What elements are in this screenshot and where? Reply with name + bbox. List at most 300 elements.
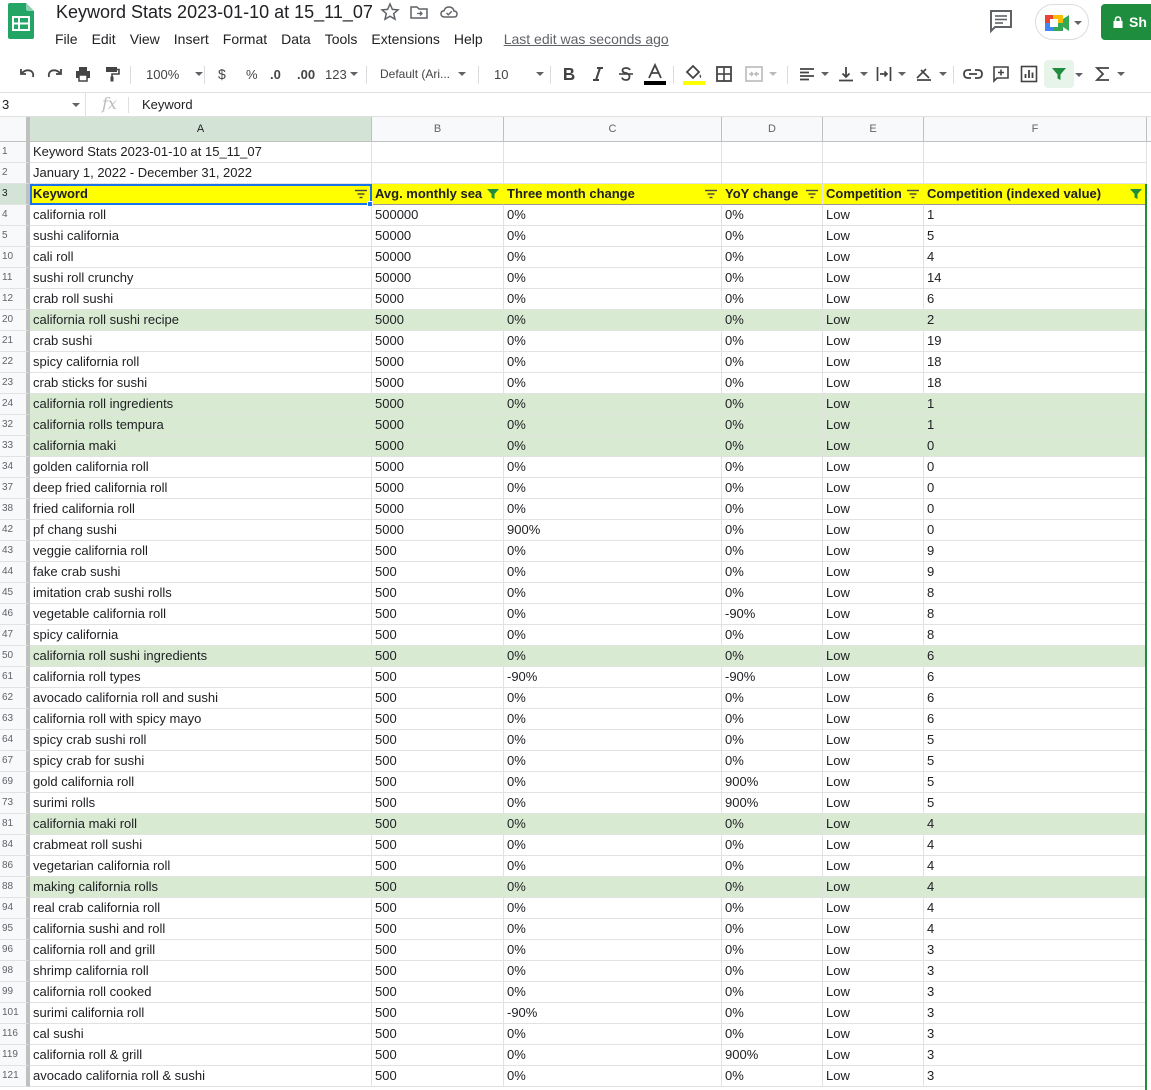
- cell[interactable]: [30, 1045, 372, 1066]
- row-number[interactable]: 21: [0, 331, 30, 352]
- cell[interactable]: [924, 436, 1147, 457]
- cell[interactable]: [924, 1045, 1147, 1066]
- text-rotation-button[interactable]: [915, 62, 947, 86]
- row-number[interactable]: 116: [0, 1024, 30, 1045]
- cell[interactable]: [924, 583, 1147, 604]
- column-header-b[interactable]: B: [372, 117, 504, 141]
- row-number[interactable]: 73: [0, 793, 30, 814]
- cell[interactable]: [372, 772, 504, 793]
- cell[interactable]: [823, 898, 924, 919]
- cell[interactable]: [372, 394, 504, 415]
- row-number[interactable]: 121: [0, 1066, 30, 1087]
- cell[interactable]: [504, 436, 722, 457]
- cell[interactable]: [924, 982, 1147, 1003]
- row-number[interactable]: 2: [0, 163, 30, 184]
- bold-button[interactable]: [562, 62, 576, 86]
- cell[interactable]: [722, 1045, 823, 1066]
- cell[interactable]: [504, 1003, 722, 1024]
- menu-format[interactable]: Format: [222, 31, 268, 47]
- cell[interactable]: [924, 877, 1147, 898]
- cell[interactable]: [372, 268, 504, 289]
- cell[interactable]: [722, 667, 823, 688]
- column-header-d[interactable]: D: [722, 117, 823, 141]
- cell[interactable]: [823, 856, 924, 877]
- cell[interactable]: [823, 352, 924, 373]
- row-number[interactable]: 86: [0, 856, 30, 877]
- cell[interactable]: [924, 331, 1147, 352]
- comment-history-icon[interactable]: [988, 8, 1014, 34]
- cell[interactable]: [504, 604, 722, 625]
- cell[interactable]: [30, 877, 372, 898]
- cell[interactable]: [924, 541, 1147, 562]
- sheets-logo-icon[interactable]: [8, 3, 34, 39]
- cell[interactable]: [504, 247, 722, 268]
- header-cell[interactable]: [372, 184, 504, 205]
- row-number[interactable]: 88: [0, 877, 30, 898]
- menu-tools[interactable]: Tools: [324, 31, 358, 47]
- cell[interactable]: [372, 793, 504, 814]
- row-number[interactable]: 99: [0, 982, 30, 1003]
- cell[interactable]: [823, 205, 924, 226]
- cell[interactable]: [504, 268, 722, 289]
- row-number[interactable]: 45: [0, 583, 30, 604]
- cell[interactable]: [30, 667, 372, 688]
- increase-decimal-button[interactable]: [297, 62, 315, 86]
- cell[interactable]: [823, 331, 924, 352]
- cell[interactable]: [924, 919, 1147, 940]
- sheet-grid[interactable]: [0, 142, 1151, 1090]
- cell[interactable]: [924, 835, 1147, 856]
- cell[interactable]: [823, 1066, 924, 1087]
- cell[interactable]: [30, 814, 372, 835]
- cell[interactable]: [504, 814, 722, 835]
- row-number[interactable]: 4: [0, 205, 30, 226]
- cell[interactable]: [722, 793, 823, 814]
- meet-button[interactable]: [1035, 4, 1089, 40]
- filter-caret-icon[interactable]: [1075, 73, 1083, 77]
- vertical-align-button[interactable]: [838, 62, 868, 86]
- cell[interactable]: [823, 730, 924, 751]
- text-wrapping-button[interactable]: [876, 62, 906, 86]
- cell[interactable]: [504, 310, 722, 331]
- cell[interactable]: [504, 226, 722, 247]
- cell[interactable]: [372, 646, 504, 667]
- cell[interactable]: [504, 373, 722, 394]
- strikethrough-button[interactable]: [618, 62, 634, 86]
- cell[interactable]: [823, 940, 924, 961]
- cell[interactable]: [924, 688, 1147, 709]
- cell[interactable]: [30, 709, 372, 730]
- document-title[interactable]: Keyword Stats 2023-01-10 at 15_11_07: [56, 2, 373, 22]
- more-formats-button[interactable]: [325, 62, 358, 86]
- fill-color-button[interactable]: [683, 62, 705, 86]
- cell[interactable]: [504, 940, 722, 961]
- cell[interactable]: [722, 436, 823, 457]
- filter-menu-icon[interactable]: [355, 189, 367, 199]
- cell[interactable]: [823, 541, 924, 562]
- cell[interactable]: [30, 394, 372, 415]
- row-number[interactable]: 34: [0, 457, 30, 478]
- cell[interactable]: [823, 394, 924, 415]
- cell[interactable]: [823, 604, 924, 625]
- cell[interactable]: [722, 1066, 823, 1087]
- cell[interactable]: [722, 247, 823, 268]
- menu-data[interactable]: Data: [281, 31, 311, 47]
- filter-menu-icon[interactable]: [806, 189, 818, 199]
- cell[interactable]: [30, 226, 372, 247]
- cell[interactable]: [722, 478, 823, 499]
- cell[interactable]: [722, 709, 823, 730]
- column-header-f[interactable]: F: [924, 117, 1147, 141]
- cell[interactable]: [924, 751, 1147, 772]
- row-number[interactable]: 3: [0, 184, 30, 205]
- row-number[interactable]: 22: [0, 352, 30, 373]
- cell[interactable]: [924, 247, 1147, 268]
- cell[interactable]: [372, 667, 504, 688]
- cell[interactable]: [504, 772, 722, 793]
- cell[interactable]: [924, 457, 1147, 478]
- cell[interactable]: [722, 331, 823, 352]
- filter-active-icon[interactable]: [1130, 189, 1142, 199]
- cell[interactable]: [30, 793, 372, 814]
- cell[interactable]: [722, 919, 823, 940]
- cell[interactable]: [924, 814, 1147, 835]
- paint-format-button[interactable]: [103, 62, 121, 86]
- cell[interactable]: [30, 772, 372, 793]
- italic-button[interactable]: [591, 62, 605, 86]
- cell[interactable]: [823, 457, 924, 478]
- column-header-e[interactable]: E: [823, 117, 924, 141]
- cell[interactable]: [924, 352, 1147, 373]
- cell[interactable]: [823, 982, 924, 1003]
- last-edit-link[interactable]: Last edit was seconds ago: [503, 31, 669, 47]
- cell[interactable]: [30, 415, 372, 436]
- cell[interactable]: [504, 478, 722, 499]
- cell[interactable]: [372, 625, 504, 646]
- cell[interactable]: [722, 415, 823, 436]
- row-number[interactable]: 98: [0, 961, 30, 982]
- cell[interactable]: [30, 1024, 372, 1045]
- cell[interactable]: [30, 541, 372, 562]
- cell[interactable]: [504, 1045, 722, 1066]
- cell[interactable]: [372, 919, 504, 940]
- row-number[interactable]: 12: [0, 289, 30, 310]
- cell[interactable]: [372, 373, 504, 394]
- cell[interactable]: [924, 856, 1147, 877]
- cell[interactable]: [924, 520, 1147, 541]
- cell[interactable]: [372, 226, 504, 247]
- cell[interactable]: [372, 331, 504, 352]
- cell[interactable]: [823, 226, 924, 247]
- cell[interactable]: [924, 163, 1147, 184]
- filter-active-icon[interactable]: [487, 189, 499, 199]
- cell[interactable]: [504, 1024, 722, 1045]
- row-number[interactable]: 20: [0, 310, 30, 331]
- menu-view[interactable]: View: [129, 31, 160, 47]
- cell[interactable]: [924, 625, 1147, 646]
- cell[interactable]: [924, 940, 1147, 961]
- cell[interactable]: [823, 247, 924, 268]
- cell[interactable]: [823, 310, 924, 331]
- cell[interactable]: [722, 982, 823, 1003]
- row-number[interactable]: 94: [0, 898, 30, 919]
- cell[interactable]: [924, 205, 1147, 226]
- row-number[interactable]: 10: [0, 247, 30, 268]
- cell[interactable]: [504, 688, 722, 709]
- row-number[interactable]: 38: [0, 499, 30, 520]
- cell[interactable]: [372, 289, 504, 310]
- cell[interactable]: [30, 961, 372, 982]
- cell[interactable]: [504, 289, 722, 310]
- cell[interactable]: [722, 373, 823, 394]
- cell[interactable]: [372, 835, 504, 856]
- cell[interactable]: [30, 247, 372, 268]
- cell[interactable]: [823, 772, 924, 793]
- cell[interactable]: [924, 898, 1147, 919]
- print-button[interactable]: [74, 62, 92, 86]
- cell[interactable]: [372, 163, 504, 184]
- cell[interactable]: [504, 709, 722, 730]
- cell[interactable]: [722, 394, 823, 415]
- cell[interactable]: [924, 478, 1147, 499]
- row-number[interactable]: 50: [0, 646, 30, 667]
- cell[interactable]: [722, 289, 823, 310]
- font-size-select[interactable]: [494, 62, 544, 86]
- cell[interactable]: [722, 310, 823, 331]
- cell[interactable]: [504, 457, 722, 478]
- row-number[interactable]: 84: [0, 835, 30, 856]
- cell[interactable]: [823, 814, 924, 835]
- cell[interactable]: [372, 415, 504, 436]
- cell[interactable]: [30, 751, 372, 772]
- cell[interactable]: [924, 646, 1147, 667]
- cell[interactable]: [504, 352, 722, 373]
- cell[interactable]: [30, 289, 372, 310]
- cell[interactable]: [30, 583, 372, 604]
- cell[interactable]: [823, 436, 924, 457]
- text-color-button[interactable]: [644, 62, 666, 86]
- cell[interactable]: [823, 289, 924, 310]
- cell[interactable]: [722, 562, 823, 583]
- cell[interactable]: [30, 352, 372, 373]
- cell[interactable]: [372, 982, 504, 1003]
- cell[interactable]: [722, 205, 823, 226]
- cell[interactable]: [30, 898, 372, 919]
- cell[interactable]: [722, 352, 823, 373]
- header-cell[interactable]: [924, 184, 1147, 205]
- menu-file[interactable]: File: [55, 31, 78, 47]
- cell[interactable]: [924, 499, 1147, 520]
- cell[interactable]: [722, 940, 823, 961]
- filter-button[interactable]: [1044, 60, 1074, 88]
- cell[interactable]: [924, 1066, 1147, 1087]
- row-number[interactable]: 23: [0, 373, 30, 394]
- font-family-select[interactable]: [380, 62, 466, 86]
- percent-format-button[interactable]: [246, 62, 258, 86]
- row-number[interactable]: 43: [0, 541, 30, 562]
- cell[interactable]: [722, 163, 823, 184]
- cell[interactable]: [372, 436, 504, 457]
- cell[interactable]: [924, 709, 1147, 730]
- cell[interactable]: [504, 562, 722, 583]
- cell[interactable]: [924, 793, 1147, 814]
- cell[interactable]: [924, 289, 1147, 310]
- cell[interactable]: [372, 1066, 504, 1087]
- move-folder-icon[interactable]: [409, 2, 429, 22]
- cell[interactable]: [924, 142, 1147, 163]
- cell[interactable]: [372, 499, 504, 520]
- cell[interactable]: [924, 226, 1147, 247]
- cell[interactable]: [722, 772, 823, 793]
- cell[interactable]: [823, 667, 924, 688]
- cell[interactable]: [823, 415, 924, 436]
- cell[interactable]: [722, 499, 823, 520]
- row-number[interactable]: 67: [0, 751, 30, 772]
- cell[interactable]: [372, 562, 504, 583]
- cell[interactable]: [30, 1003, 372, 1024]
- cell[interactable]: [504, 793, 722, 814]
- cell[interactable]: [823, 1003, 924, 1024]
- column-header-a[interactable]: A: [30, 117, 372, 141]
- share-button[interactable]: [1101, 4, 1151, 40]
- decrease-decimal-button[interactable]: [270, 62, 281, 86]
- cell[interactable]: [722, 856, 823, 877]
- cell[interactable]: [823, 478, 924, 499]
- cell[interactable]: [504, 541, 722, 562]
- row-number[interactable]: 62: [0, 688, 30, 709]
- cell[interactable]: [924, 268, 1147, 289]
- cell[interactable]: [823, 877, 924, 898]
- row-number[interactable]: 42: [0, 520, 30, 541]
- cell[interactable]: [30, 268, 372, 289]
- cell[interactable]: [372, 352, 504, 373]
- undo-button[interactable]: [18, 62, 36, 86]
- cell[interactable]: [372, 142, 504, 163]
- cell[interactable]: [372, 940, 504, 961]
- cell[interactable]: [722, 835, 823, 856]
- cell[interactable]: [372, 583, 504, 604]
- cell[interactable]: [30, 478, 372, 499]
- cell[interactable]: [722, 814, 823, 835]
- cell[interactable]: [823, 919, 924, 940]
- filter-menu-icon[interactable]: [907, 189, 919, 199]
- cell[interactable]: [30, 499, 372, 520]
- cell[interactable]: [823, 688, 924, 709]
- cell[interactable]: [372, 877, 504, 898]
- cell[interactable]: [823, 625, 924, 646]
- row-number[interactable]: 32: [0, 415, 30, 436]
- cell[interactable]: [504, 877, 722, 898]
- cell[interactable]: [722, 877, 823, 898]
- cell[interactable]: [372, 310, 504, 331]
- cell[interactable]: [372, 814, 504, 835]
- cell[interactable]: [722, 961, 823, 982]
- cell[interactable]: [823, 646, 924, 667]
- cell[interactable]: [504, 142, 722, 163]
- horizontal-align-button[interactable]: [799, 62, 829, 86]
- cell[interactable]: [30, 142, 372, 163]
- cell[interactable]: [823, 562, 924, 583]
- menu-insert[interactable]: Insert: [173, 31, 209, 47]
- cell[interactable]: [823, 709, 924, 730]
- cell[interactable]: [924, 961, 1147, 982]
- row-number[interactable]: 46: [0, 604, 30, 625]
- functions-button[interactable]: [1095, 62, 1125, 86]
- cell[interactable]: [823, 583, 924, 604]
- select-all-corner[interactable]: [0, 117, 30, 141]
- cell[interactable]: [372, 751, 504, 772]
- cell[interactable]: [30, 520, 372, 541]
- cell[interactable]: [823, 751, 924, 772]
- cell[interactable]: [924, 415, 1147, 436]
- cell[interactable]: [30, 982, 372, 1003]
- cell[interactable]: [504, 835, 722, 856]
- name-box[interactable]: [0, 93, 86, 117]
- cell[interactable]: [504, 667, 722, 688]
- cell[interactable]: [924, 772, 1147, 793]
- cell[interactable]: [30, 856, 372, 877]
- cell[interactable]: [722, 751, 823, 772]
- row-number[interactable]: 1: [0, 142, 30, 163]
- cell[interactable]: [30, 163, 372, 184]
- cell[interactable]: [30, 604, 372, 625]
- cell[interactable]: [30, 1066, 372, 1087]
- cell[interactable]: [924, 1003, 1147, 1024]
- cell[interactable]: [30, 436, 372, 457]
- row-number[interactable]: 33: [0, 436, 30, 457]
- row-number[interactable]: 119: [0, 1045, 30, 1066]
- cell[interactable]: [372, 247, 504, 268]
- insert-chart-button[interactable]: [1020, 62, 1038, 86]
- header-cell[interactable]: [722, 184, 823, 205]
- cell[interactable]: [372, 205, 504, 226]
- cell[interactable]: [722, 583, 823, 604]
- cell[interactable]: [924, 730, 1147, 751]
- cell[interactable]: [823, 793, 924, 814]
- cell[interactable]: [504, 646, 722, 667]
- cell[interactable]: [30, 919, 372, 940]
- cell[interactable]: [30, 688, 372, 709]
- cell[interactable]: [372, 961, 504, 982]
- cell[interactable]: [30, 310, 372, 331]
- cell[interactable]: [924, 310, 1147, 331]
- cell[interactable]: [30, 625, 372, 646]
- cell[interactable]: [30, 562, 372, 583]
- redo-button[interactable]: [46, 62, 64, 86]
- cell[interactable]: [30, 730, 372, 751]
- cell[interactable]: [30, 331, 372, 352]
- cell[interactable]: [823, 142, 924, 163]
- cell[interactable]: [372, 520, 504, 541]
- borders-button[interactable]: [716, 62, 732, 86]
- cell[interactable]: [372, 1003, 504, 1024]
- cell[interactable]: [504, 499, 722, 520]
- cell[interactable]: [30, 205, 372, 226]
- cell[interactable]: [30, 835, 372, 856]
- row-number[interactable]: 96: [0, 940, 30, 961]
- cell[interactable]: [823, 1045, 924, 1066]
- cell[interactable]: [504, 751, 722, 772]
- cell[interactable]: [722, 625, 823, 646]
- insert-comment-button[interactable]: [992, 62, 1010, 86]
- cell[interactable]: [823, 373, 924, 394]
- cell[interactable]: [504, 625, 722, 646]
- cell[interactable]: [924, 1024, 1147, 1045]
- cell[interactable]: [372, 709, 504, 730]
- cell[interactable]: [504, 982, 722, 1003]
- cell[interactable]: [823, 961, 924, 982]
- row-number[interactable]: 81: [0, 814, 30, 835]
